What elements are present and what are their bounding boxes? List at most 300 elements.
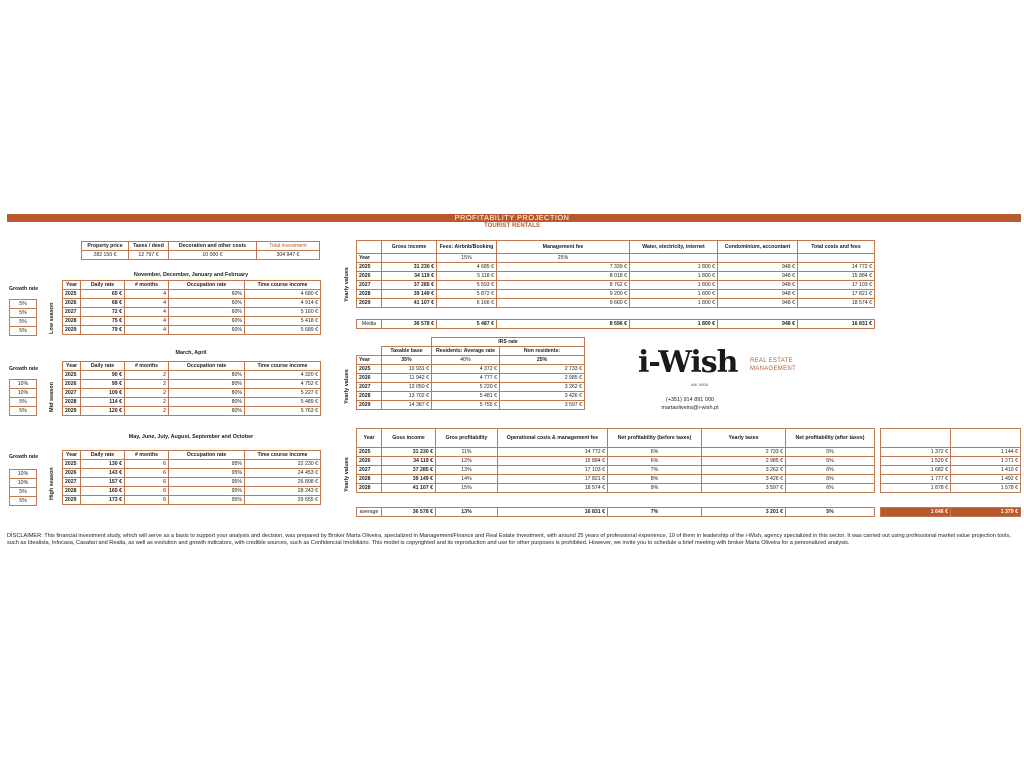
table-row (357, 281, 875, 290)
taxes-cell: 3 597 € (702, 484, 786, 493)
page-title: PROFITABILITY PROJECTION (454, 213, 570, 222)
table-header: Net profitability (after taxes) (786, 429, 875, 448)
table-row (63, 389, 321, 398)
average-cell: 13% (436, 508, 498, 517)
table-header: € Net monthly income (after taxes) (951, 429, 1021, 448)
gross-cell: 31 230 € (382, 263, 437, 272)
average-cell: 36 578 € (382, 320, 437, 329)
monthly-before-cell: 1 372 € (881, 448, 951, 457)
year-cell: 2026 (63, 299, 81, 308)
rate-cell: 25% (500, 356, 585, 365)
table-header: Year (63, 362, 81, 371)
monthly-income-table (880, 428, 1021, 493)
condo-cell: 948 € (718, 299, 798, 308)
table-header: # months (125, 281, 169, 290)
year-cell: 2028 (63, 317, 81, 326)
months-cell: 4 (125, 299, 169, 308)
occupation-cell: 95% (169, 469, 245, 478)
table-row (63, 290, 321, 299)
net-after-cell: 6% (786, 466, 875, 475)
table-header: Year (63, 281, 81, 290)
irs-table (356, 337, 585, 410)
high-season-label: High season (49, 467, 55, 500)
table-row (63, 460, 321, 469)
non-residents-cell: 2 985 € (500, 374, 585, 383)
monthly-average-row (880, 507, 1021, 517)
income-cell: 24 453 € (245, 469, 321, 478)
year-cell: 2027 (63, 308, 81, 317)
table-row (63, 469, 321, 478)
page-subtitle: TOURIST RENTALS (484, 223, 540, 229)
year-cell: 2026 (63, 380, 81, 389)
growth-value: 5% (10, 407, 37, 416)
total-cell: 18 574 € (798, 299, 875, 308)
months-cell: 6 (125, 478, 169, 487)
table-row (63, 407, 321, 416)
gross-cell: 37 285 € (382, 281, 437, 290)
average-cell: 5% (786, 508, 875, 517)
rate-cell: 25% (497, 254, 630, 263)
growth-value: 5% (10, 318, 37, 327)
table-row (881, 475, 1021, 484)
daily-rate-cell: 114 € (81, 398, 125, 407)
rate-cell: 40% (432, 356, 500, 365)
table-row (357, 374, 585, 383)
daily-rate-cell: 99 € (81, 380, 125, 389)
table-header: € Net monthly income (before taxes) (881, 429, 951, 448)
gross-cell: 34 119 € (382, 272, 437, 281)
table-header (357, 347, 382, 356)
taxable-cell: 14 387 € (382, 401, 432, 410)
total-cell: 14 772 € (798, 263, 875, 272)
occupation-cell: 60% (169, 326, 245, 335)
income-cell: 5 227 € (245, 389, 321, 398)
growth-value: 5% (10, 300, 37, 309)
table-row (357, 383, 585, 392)
low-season-table (62, 280, 321, 335)
daily-rate-cell: 130 € (81, 460, 125, 469)
table-header: Time course income (245, 451, 321, 460)
table-row (357, 466, 875, 475)
table-row (357, 272, 875, 281)
table-row (357, 475, 875, 484)
gross-cell: 39 149 € (382, 475, 436, 484)
average-cell: 8 596 € (497, 320, 630, 329)
income-cell: 4 914 € (245, 299, 321, 308)
mid-season-label: Mid season (49, 382, 55, 412)
months-cell: 2 (125, 389, 169, 398)
year-cell: 2025 (63, 290, 81, 299)
months-cell: 2 (125, 371, 169, 380)
net-before-cell: 7% (608, 466, 702, 475)
condo-cell: 948 € (718, 281, 798, 290)
year-cell: 2029 (357, 299, 382, 308)
residents-cell: 5 220 € (432, 383, 500, 392)
gross-profit-cell: 13% (436, 466, 498, 475)
table-row (881, 448, 1021, 457)
year-cell: 2025 (63, 371, 81, 380)
mid-growth-column (9, 379, 37, 416)
gross-cell: 41 107 € (382, 484, 436, 493)
year-cell: 2029 (357, 401, 382, 410)
low-growth-column (9, 299, 37, 336)
taxes-cell: 3 426 € (702, 475, 786, 484)
income-cell: 5 418 € (245, 317, 321, 326)
profitability-average-row (356, 507, 875, 517)
table-row (63, 308, 321, 317)
average-cell: 3 201 € (702, 508, 786, 517)
table-header: Time course income (245, 281, 321, 290)
table-header: Water, electricity, internet (630, 241, 718, 254)
months-cell: 2 (125, 380, 169, 389)
residents-cell: 5 481 € (432, 392, 500, 401)
income-cell: 29 655 € (245, 496, 321, 505)
occupation-cell: 95% (169, 496, 245, 505)
op-costs-cell: 14 772 € (498, 448, 608, 457)
taxable-cell: 13 702 € (382, 392, 432, 401)
year-cell: 2028 (357, 475, 382, 484)
table-row (357, 448, 875, 457)
gross-cell: 39 149 € (382, 290, 437, 299)
table-row (63, 487, 321, 496)
occupation-cell: 80% (169, 398, 245, 407)
investment-table (81, 241, 320, 260)
monthly-before-cell: 1 520 € (881, 457, 951, 466)
mgmt-cell: 9 200 € (497, 290, 630, 299)
table-header: Time course income (245, 362, 321, 371)
table-row (357, 392, 585, 401)
growth-value: 10% (10, 380, 37, 389)
mgmt-cell: 8 018 € (497, 272, 630, 281)
table-header: Yearly taxes (702, 429, 786, 448)
table-header: Year (357, 356, 382, 365)
yearly-values-label: Yearly values (344, 369, 350, 404)
taxable-cell: 13 050 € (382, 383, 432, 392)
rate-cell: 15% (437, 254, 497, 263)
occupation-cell: 60% (169, 290, 245, 299)
year-cell: 2029 (63, 326, 81, 335)
year-cell: 2028 (63, 487, 81, 496)
income-cell: 5 489 € (245, 398, 321, 407)
daily-rate-cell: 143 € (81, 469, 125, 478)
table-row (63, 380, 321, 389)
table-header: Daily rate (81, 451, 125, 460)
mid-season-table (62, 361, 321, 416)
months-cell: 6 (125, 496, 169, 505)
condo-cell: 948 € (718, 272, 798, 281)
mid-season-title: March, April (175, 350, 207, 356)
average-label: average (357, 508, 382, 517)
monthly-after-cell: 1 578 € (951, 484, 1021, 493)
utilities-cell: 1 800 € (630, 272, 718, 281)
months-cell: 6 (125, 469, 169, 478)
residents-cell: 4 777 € (432, 374, 500, 383)
income-cell: 26 898 € (245, 478, 321, 487)
utilities-cell: 1 800 € (630, 281, 718, 290)
table-row (63, 317, 321, 326)
average-cell: 5 487 € (437, 320, 497, 329)
contact-email[interactable]: martaoliveira@i-wish.pt (661, 405, 719, 411)
total-cell: 17 103 € (798, 281, 875, 290)
occupation-cell: 80% (169, 389, 245, 398)
monthly-after-cell: 1 271 € (951, 457, 1021, 466)
table-header: Fees: Airbnb/Booking (437, 241, 497, 254)
year-cell: 2027 (63, 478, 81, 487)
growth-value: 5% (10, 488, 37, 497)
year-cell: 2026 (357, 457, 382, 466)
high-season-table (62, 450, 321, 505)
condo-cell: 948 € (718, 290, 798, 299)
occupation-cell: 60% (169, 317, 245, 326)
daily-rate-cell: 68 € (81, 299, 125, 308)
months-cell: 6 (125, 487, 169, 496)
net-after-cell: 6% (786, 475, 875, 484)
investment-header: Property price (82, 242, 129, 251)
table-row (357, 299, 875, 308)
growth-value: 10% (10, 479, 37, 488)
monthly-before-cell: 1 777 € (881, 475, 951, 484)
op-costs-cell: 15 884 € (498, 457, 608, 466)
income-cell: 28 243 € (245, 487, 321, 496)
residents-cell: 5 755 € (432, 401, 500, 410)
iwish-logo (638, 345, 797, 387)
logo-wordmark: i-Wish (638, 345, 738, 380)
occupation-cell: 60% (169, 299, 245, 308)
utilities-cell: 1 800 € (630, 290, 718, 299)
table-row (63, 371, 321, 380)
table-header: Year (357, 254, 382, 263)
table-row (63, 478, 321, 487)
investment-header: Taxes / deed (129, 242, 169, 251)
average-cell: 16 831 € (798, 320, 875, 329)
residents-cell: 4 372 € (432, 365, 500, 374)
net-before-cell: 8% (608, 475, 702, 484)
year-cell: 2027 (357, 383, 382, 392)
investment-value: 12 797 € (129, 251, 169, 260)
table-header: Non residents: (500, 347, 585, 356)
utilities-cell: 1 800 € (630, 299, 718, 308)
table-header: Net profitability (before taxes) (608, 429, 702, 448)
taxes-cell: 3 262 € (702, 466, 786, 475)
net-before-cell: 6% (608, 457, 702, 466)
daily-rate-cell: 65 € (81, 290, 125, 299)
table-header: Gross income (382, 241, 437, 254)
table-header: Daily rate (81, 281, 125, 290)
table-row (357, 263, 875, 272)
taxable-cell: 10 931 € (382, 365, 432, 374)
table-header: Management fee (497, 241, 630, 254)
table-row (881, 466, 1021, 475)
daily-rate-cell: 120 € (81, 407, 125, 416)
condo-cell: 948 € (718, 263, 798, 272)
average-cell: 948 € (718, 320, 798, 329)
table-row (63, 496, 321, 505)
income-cell: 4 752 € (245, 380, 321, 389)
low-season-title: November, December, January and February (133, 272, 249, 278)
logo-tagline: MANAGEMENT (750, 366, 797, 372)
occupation-cell: 95% (169, 478, 245, 487)
yearly-values-label: Yearly values (344, 267, 350, 302)
growth-value: 10% (10, 389, 37, 398)
table-row (357, 365, 585, 374)
year-cell: 2027 (357, 466, 382, 475)
daily-rate-cell: 109 € (81, 389, 125, 398)
occupation-cell: 80% (169, 380, 245, 389)
mgmt-cell: 7 339 € (497, 263, 630, 272)
monthly-average-cell: 1 646 € (881, 508, 951, 517)
table-header: Occupation rate (169, 451, 245, 460)
daily-rate-cell: 75 € (81, 317, 125, 326)
low-season-label: Low season (49, 302, 55, 334)
table-header (357, 241, 382, 254)
table-header: Taxable base (382, 347, 432, 356)
non-residents-cell: 3 262 € (500, 383, 585, 392)
gross-profit-cell: 11% (436, 448, 498, 457)
year-cell: 2028 (63, 398, 81, 407)
fees-cell: 5 118 € (437, 272, 497, 281)
table-row (63, 398, 321, 407)
net-after-cell: 6% (786, 484, 875, 493)
costs-table (356, 240, 875, 308)
utilities-cell: 1 800 € (630, 263, 718, 272)
table-header: Occupation rate (169, 362, 245, 371)
monthly-average-cell: 1 379 € (951, 508, 1021, 517)
logo-license: AMI 16936 (691, 383, 708, 387)
growth-value: 5% (10, 497, 37, 506)
growth-value: 5% (10, 327, 37, 336)
year-cell: 2027 (357, 281, 382, 290)
table-header: Daily rate (81, 362, 125, 371)
gross-profit-cell: 15% (436, 484, 498, 493)
table-row (357, 290, 875, 299)
year-cell: 2025 (357, 448, 382, 457)
total-cell: 15 884 € (798, 272, 875, 281)
income-cell: 5 689 € (245, 326, 321, 335)
net-after-cell: 5% (786, 448, 875, 457)
income-cell: 5 763 € (245, 407, 321, 416)
occupation-cell: 95% (169, 460, 245, 469)
income-cell: 4 320 € (245, 371, 321, 380)
year-cell: 2026 (357, 272, 382, 281)
monthly-after-cell: 1 410 € (951, 466, 1021, 475)
table-header: Gros profitability (436, 429, 498, 448)
non-residents-cell: 3 597 € (500, 401, 585, 410)
growth-value: 5% (10, 398, 37, 407)
high-season-title: May, June, July, August, September and October (128, 434, 254, 440)
year-cell: 2029 (63, 496, 81, 505)
months-cell: 2 (125, 407, 169, 416)
table-header: Occupation rate (169, 281, 245, 290)
taxes-cell: 2 985 € (702, 457, 786, 466)
fees-cell: 5 593 € (437, 281, 497, 290)
average-cell: 1 800 € (630, 320, 718, 329)
growth-rate-label: Growth rate (9, 454, 39, 460)
disclaimer-text: DISCLAIMER: This financial investment study, which will serve as a basis to support your analysis and decision, was prepared by Broker Marta Oliveira, specialized in Management/Finance and Real Estate Investment, with around 25 years of professional experience, 10 of them in leadership of the i-Wish, agency specialized in this sector. It was carried out using professional market value projection tools, such as Idealista, Infocasa, Casafari and Realia, as well as evolution and growth indicators, with credible sources, such as Confidencial Imobiliário. This model is copyrighted and its reproduction and use for other purposes is prohibited. However, we invite you to schedule a brief meeting with broker Marta Oliveira for a personalized analysis. (7, 533, 1011, 547)
monthly-before-cell: 1 682 € (881, 466, 951, 475)
average-label: Média (357, 320, 382, 329)
income-cell: 22 230 € (245, 460, 321, 469)
gross-cell: 37 285 € (382, 466, 436, 475)
occupation-cell: 60% (169, 308, 245, 317)
total-cell: 17 821 € (798, 290, 875, 299)
table-header: Operational costs & management fee (498, 429, 608, 448)
occupation-cell: 95% (169, 487, 245, 496)
occupation-cell: 80% (169, 407, 245, 416)
year-cell: 2028 (357, 290, 382, 299)
table-row (881, 484, 1021, 493)
high-growth-column (9, 469, 37, 506)
year-cell: 2027 (63, 389, 81, 398)
occupation-cell: 80% (169, 371, 245, 380)
fees-cell: 5 872 € (437, 290, 497, 299)
average-cell: 16 831 € (498, 508, 608, 517)
year-cell: 2025 (63, 460, 81, 469)
investment-value: 282 150 € (82, 251, 129, 260)
contact-block (640, 396, 740, 412)
daily-rate-cell: 72 € (81, 308, 125, 317)
investment-total-value: 304 947 € (257, 251, 320, 260)
table-row (357, 401, 585, 410)
table-header: Goss income (382, 429, 436, 448)
daily-rate-cell: 165 € (81, 487, 125, 496)
op-costs-cell: 17 103 € (498, 466, 608, 475)
year-cell: 2025 (357, 365, 382, 374)
table-header: # months (125, 451, 169, 460)
year-cell: 2026 (63, 469, 81, 478)
yearly-values-label: Yearly values (344, 457, 350, 492)
gross-profit-cell: 14% (436, 475, 498, 484)
table-row (63, 299, 321, 308)
months-cell: 4 (125, 317, 169, 326)
net-before-cell: 8% (608, 484, 702, 493)
investment-value: 10 000 € (169, 251, 257, 260)
gross-cell: 31 230 € (382, 448, 436, 457)
gross-profit-cell: 12% (436, 457, 498, 466)
average-cell: 36 578 € (382, 508, 436, 517)
daily-rate-cell: 173 € (81, 496, 125, 505)
year-cell: 2029 (63, 407, 81, 416)
growth-value: 5% (10, 309, 37, 318)
mgmt-cell: 9 660 € (497, 299, 630, 308)
net-after-cell: 5% (786, 457, 875, 466)
daily-rate-cell: 79 € (81, 326, 125, 335)
year-cell: 2025 (357, 263, 382, 272)
table-row (357, 484, 875, 493)
year-cell: 2028 (357, 392, 382, 401)
table-header: Year (63, 451, 81, 460)
table-row (63, 326, 321, 335)
gross-cell: 34 119 € (382, 457, 436, 466)
logo-tagline: REAL ESTATE (750, 358, 793, 364)
growth-value: 10% (10, 470, 37, 479)
gross-cell: 41 107 € (382, 299, 437, 308)
op-costs-cell: 17 821 € (498, 475, 608, 484)
table-header: Year (357, 429, 382, 448)
non-residents-cell: 3 426 € (500, 392, 585, 401)
months-cell: 6 (125, 460, 169, 469)
monthly-after-cell: 1 144 € (951, 448, 1021, 457)
table-row (357, 457, 875, 466)
table-header: Total costs and fees (798, 241, 875, 254)
contact-phone[interactable]: (+351) 914 891 000 (665, 397, 715, 403)
year-cell: 2028 (357, 484, 382, 493)
daily-rate-cell: 90 € (81, 371, 125, 380)
table-row (881, 457, 1021, 466)
table-header: Residents: Average rate (432, 347, 500, 356)
investment-header-total: Total investment (257, 242, 320, 251)
monthly-after-cell: 1 492 € (951, 475, 1021, 484)
investment-header: Decoration and other costs (169, 242, 257, 251)
